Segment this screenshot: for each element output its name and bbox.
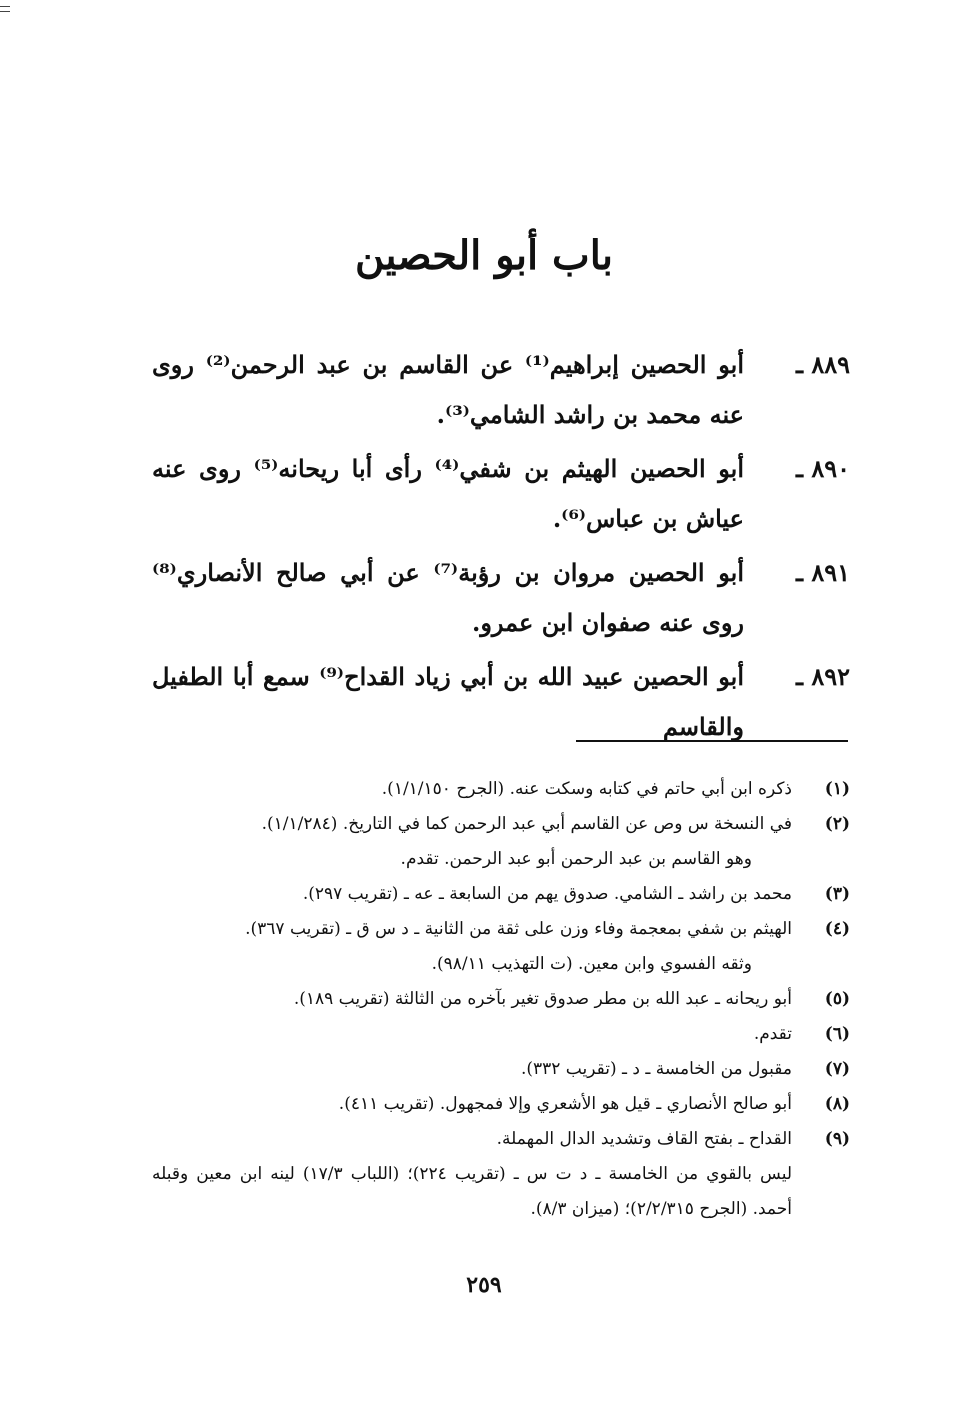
entry-891 <box>152 548 850 648</box>
footnote-text: الهيثم بن شفي بمعجمة وفاء وزن على ثقة من الثانية ـ د س ق ـ (تقريب ٣٦٧). <box>245 919 792 939</box>
footnote-5 <box>152 982 850 1017</box>
entry-number: ٨٩١ ـ <box>795 558 850 587</box>
entry-889 <box>152 340 850 440</box>
footnote-continuation: وهو القاسم بن عبد الرحمن أبو عبد الرحمن. تقدم. <box>400 849 752 869</box>
footnote-8 <box>152 1087 850 1122</box>
footnote-text: أبو صالح الأنصاري ـ قيل هو الأشعري وإلا فمجهول. (تقريب ٤١١). <box>338 1094 792 1114</box>
footnote-4 <box>152 912 850 982</box>
footnote-7 <box>152 1052 850 1087</box>
footnote-3 <box>152 877 850 912</box>
footnote-text: في النسخة س وص عن القاسم أبي عبد الرحمن كما في التاريخ. (١/١/٢٨٤). <box>261 814 792 834</box>
entry-text: أبو الحصين إبراهيم⁽¹⁾ عن القاسم بن عبد الرحمن⁽²⁾ روى عنه محمد بن راشد الشامي⁽³⁾. <box>152 350 745 429</box>
footnote-number: (٣) <box>824 884 850 904</box>
footnote-number: (١) <box>824 779 850 799</box>
footnote-continuation: وثقه الفسوي وابن معين. (ت التهذيب ٩٨/١١). <box>431 954 752 974</box>
entry-text: أبو الحصين الهيثم بن شفي⁽⁴⁾ رأى أبا ريحانه⁽⁵⁾ روى عنه عياش بن عباس⁽⁶⁾. <box>152 454 744 533</box>
footnote-number: (٩) <box>824 1129 850 1149</box>
footnote-1 <box>152 772 850 807</box>
entry-text: أبو الحصين مروان بن رؤبة⁽⁷⁾ عن أبي صالح الأنصاري⁽⁸⁾ روى عنه صفوان ابن عمرو. <box>152 558 744 637</box>
footnotes <box>152 772 850 1227</box>
footnote-6 <box>152 1017 850 1052</box>
entries-list <box>152 340 850 756</box>
footnote-2 <box>152 807 850 877</box>
entry-number: ٨٩٠ ـ <box>795 454 850 483</box>
footnote-text: ذكره ابن أبي حاتم في كتابه وسكت عنه. (الجرح ١/١/١٥٠). <box>381 779 792 799</box>
footnote-number: (٨) <box>824 1094 850 1114</box>
footnote-text: أبو ريحانه ـ عبد الله بن مطر صدوق تغير بآخره من الثالثة (تقريب ١٨٩). <box>293 989 792 1009</box>
footnote-text: القداح ـ بفتح القاف وتشديد الدال المهملة. <box>496 1129 792 1149</box>
entry-890 <box>152 444 850 544</box>
entry-number: ٨٨٩ ـ <box>795 350 850 379</box>
footnote-9 <box>152 1122 850 1157</box>
entry-number: ٨٩٢ ـ <box>795 662 850 691</box>
footnote-number: (٤) <box>824 919 850 939</box>
chapter-title: باب أبو الحصين <box>354 232 614 279</box>
corner-mark <box>0 6 10 12</box>
footnote-text: مقبول من الخامسة ـ د ـ (تقريب ٣٣٢). <box>520 1059 792 1079</box>
footnote-number: (٧) <box>824 1059 850 1079</box>
footnote-number: (٦) <box>824 1024 850 1044</box>
footnote-9-continuation: ليس بالقوي من الخامسة ـ د ت س ـ (تقريب ٢٢٤)؛ (اللباب ١٧/٣) لينه ابن معين وقبله أحمد. (الجرح ٢/٢/٣١٥)؛ (ميزان ٨/٣). <box>152 1164 792 1219</box>
entry-892 <box>152 652 850 752</box>
entry-text: أبو الحصين عبيد الله بن أبي زياد القداح⁽⁹⁾ سمع أبا الطفيل والقاسم <box>152 662 745 741</box>
footnote-number: (٢) <box>824 814 850 834</box>
footnote-divider <box>576 740 848 742</box>
page-number: ٢٥٩ <box>466 1272 502 1298</box>
footnote-text: تقدم. <box>753 1024 792 1044</box>
footnote-text: محمد بن راشد ـ الشامي. صدوق يهم من السابعة ـ عه ـ (تقريب ٢٩٧). <box>302 884 792 904</box>
footnote-number: (٥) <box>824 989 850 1009</box>
